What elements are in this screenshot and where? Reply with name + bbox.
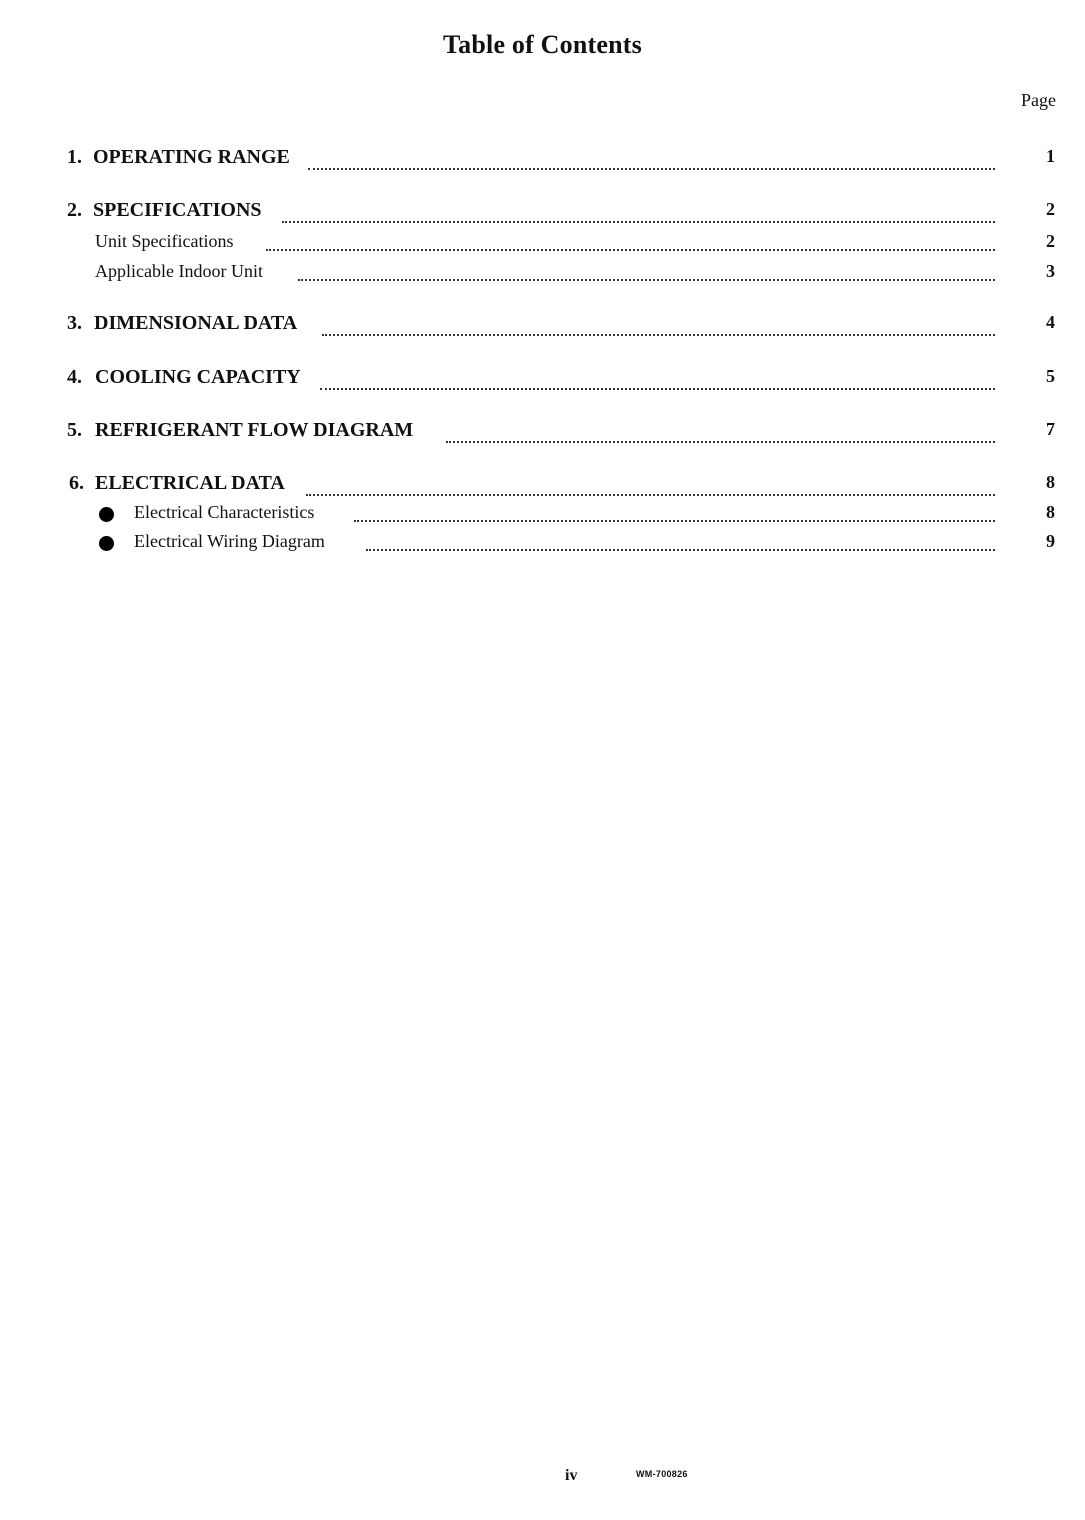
toc-subentry-title: Electrical Characteristics — [134, 502, 315, 522]
toc-subentry-page: 8 — [1046, 502, 1055, 522]
toc-subentry-applicable-indoor-unit[interactable] — [0, 261, 1085, 287]
dot-leader — [282, 199, 995, 223]
toc-entry-number: 4. — [67, 366, 82, 388]
toc-entry-cooling-capacity[interactable] — [0, 366, 1085, 392]
bullet-icon — [99, 536, 114, 551]
toc-entry-title: DIMENSIONAL DATA — [94, 312, 298, 334]
toc-subentry-page: 3 — [1046, 261, 1055, 281]
footer-document-code: WM-700826 — [636, 1469, 688, 1479]
toc-subentry-page: 9 — [1046, 531, 1055, 551]
toc-entry-page: 8 — [1046, 472, 1055, 492]
toc-entry-electrical-data[interactable] — [0, 472, 1085, 498]
toc-entry-number: 5. — [67, 419, 82, 441]
toc-entry-refrigerant-flow-diagram[interactable] — [0, 419, 1085, 445]
toc-subentry-unit-specifications[interactable] — [0, 231, 1085, 257]
dot-leader — [308, 146, 995, 170]
toc-entry-page: 2 — [1046, 199, 1055, 219]
dot-leader — [354, 502, 995, 522]
dot-leader — [298, 261, 995, 281]
toc-entry-page: 5 — [1046, 366, 1055, 386]
toc-entry-number: 1. — [67, 146, 82, 168]
dot-leader — [446, 419, 995, 443]
toc-subentry-title: Applicable Indoor Unit — [95, 261, 263, 281]
bullet-icon — [99, 507, 114, 522]
page-column-label: Page — [1021, 90, 1056, 110]
toc-entry-title: COOLING CAPACITY — [95, 366, 301, 388]
toc-entry-title: REFRIGERANT FLOW DIAGRAM — [95, 419, 414, 441]
toc-entry-number: 6. — [69, 472, 84, 494]
toc-entry-number: 2. — [67, 199, 82, 221]
toc-entry-operating-range[interactable] — [0, 146, 1085, 172]
footer-page-number: iv — [565, 1467, 578, 1484]
toc-entry-title: SPECIFICATIONS — [93, 199, 262, 221]
page-title: Table of Contents — [443, 30, 642, 59]
toc-subentry-title: Unit Specifications — [95, 231, 234, 251]
toc-entry-specifications[interactable] — [0, 199, 1085, 225]
dot-leader — [266, 231, 995, 251]
toc-entry-page: 4 — [1046, 312, 1055, 332]
toc-entry-dimensional-data[interactable] — [0, 312, 1085, 338]
toc-subentry-page: 2 — [1046, 231, 1055, 251]
toc-subentry-electrical-wiring-diagram[interactable] — [0, 531, 1085, 557]
dot-leader — [306, 472, 995, 496]
dot-leader — [322, 312, 995, 336]
toc-entry-page: 7 — [1046, 419, 1055, 439]
toc-subentry-title: Electrical Wiring Diagram — [134, 531, 325, 551]
dot-leader — [366, 531, 995, 551]
toc-entry-number: 3. — [67, 312, 82, 334]
toc-entry-title: ELECTRICAL DATA — [95, 472, 285, 494]
dot-leader — [320, 366, 995, 390]
toc-subentry-electrical-characteristics[interactable] — [0, 502, 1085, 528]
toc-entry-page: 1 — [1046, 146, 1055, 166]
toc-entry-title: OPERATING RANGE — [93, 146, 290, 168]
